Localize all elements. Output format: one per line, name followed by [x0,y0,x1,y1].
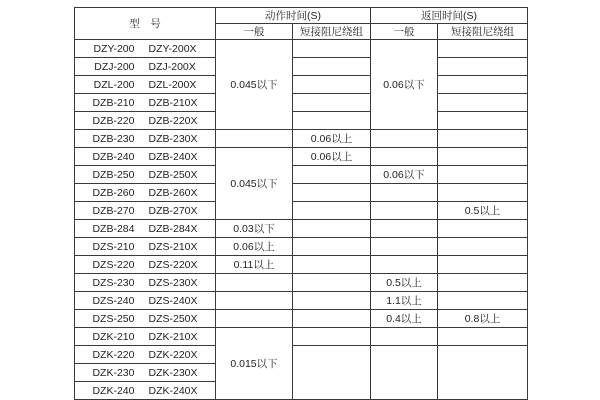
table-row [75,112,528,130]
header-row-1 [75,8,528,24]
return-general-cell [371,220,438,238]
model-name-left: DZK-230 [92,366,135,379]
model-name-right: DZB-270X [148,204,198,217]
model-pair [75,133,215,145]
return-damped-cell [438,166,528,184]
model-name-right: DZB-210X [148,96,198,109]
header-action-time: 动作时间(S) [216,8,371,24]
action-general-cell: 0.045以下 [216,40,293,130]
return-general-cell [371,148,438,166]
model-name-right: DZS-240X [148,294,198,307]
model-name-right: DZK-230X [148,366,198,379]
action-damped-cell [293,328,371,346]
model-name-right: DZB-284X [148,222,198,235]
table-row [75,220,528,238]
model-name-left: DZS-220 [92,258,135,271]
action-damped-cell: 0.06以上 [293,130,371,148]
action-general-cell [216,274,293,292]
return-damped-cell [438,112,528,130]
return-damped-cell: 0.5以上 [438,202,528,220]
header-action-damped: 短接阻尼绕组 [293,24,371,40]
model-name-left: DZB-210 [92,96,135,109]
action-damped-cell [293,184,371,202]
action-damped-cell [293,76,371,94]
model-name-right: DZB-260X [148,186,198,199]
model-pair [75,367,215,379]
return-general-cell [371,238,438,256]
model-name-right: DZS-210X [148,240,198,253]
action-damped-cell [293,40,371,58]
model-name-left: DZB-284 [92,222,135,235]
model-cell [75,364,216,382]
model-pair [75,151,215,163]
model-name-left: DZB-220 [92,114,135,127]
return-damped-cell [438,184,528,202]
model-cell [75,94,216,112]
model-name-right: DZY-200X [148,42,197,55]
return-general-cell [371,184,438,202]
model-cell [75,310,216,328]
table-row [75,76,528,94]
table-row [75,184,528,202]
action-general-cell [216,292,293,310]
return-general-cell: 0.06以下 [371,40,438,130]
model-pair [75,385,215,397]
table-row [75,346,528,364]
model-name-left: DZB-260 [92,186,135,199]
action-general-cell [216,130,293,148]
header-return-time: 返回时间(S) [371,8,528,24]
model-cell [75,58,216,76]
model-pair [75,43,215,55]
return-damped-cell [438,130,528,148]
model-name-right: DZS-220X [148,258,198,271]
return-general-cell: 0.06以下 [371,166,438,184]
model-name-left: DZB-250 [92,168,135,181]
model-cell [75,256,216,274]
model-cell [75,328,216,346]
model-name-left: DZB-270 [92,204,135,217]
model-name-left: DZJ-200 [94,60,135,73]
action-general-cell: 0.045以下 [216,148,293,220]
return-damped-cell [438,220,528,238]
model-name-left: DZS-240 [92,294,135,307]
model-name-right: DZS-230X [148,276,198,289]
model-name-right: DZJ-200X [148,60,196,73]
model-pair [75,349,215,361]
action-damped-cell [293,112,371,130]
header-return-general: 一般 [371,24,438,40]
table-row [75,202,528,220]
model-cell [75,382,216,400]
model-pair [75,61,215,73]
return-general-cell [371,202,438,220]
model-pair [75,169,215,181]
action-damped-cell [293,166,371,184]
return-damped-cell [438,328,528,346]
action-damped-cell: 0.06以上 [293,148,371,166]
model-name-left: DZY-200 [93,42,135,55]
return-damped-cell [438,94,528,112]
model-name-right: DZS-250X [148,312,198,325]
return-general-cell: 0.5以上 [371,274,438,292]
model-cell [75,346,216,364]
model-name-right: DZK-220X [148,348,198,361]
action-damped-cell [293,220,371,238]
return-damped-cell [438,274,528,292]
action-damped-cell [293,292,371,310]
model-pair [75,295,215,307]
model-name-left: DZB-240 [92,150,135,163]
model-name-right: DZB-230X [148,132,198,145]
table-row [75,292,528,310]
model-cell [75,202,216,220]
return-damped-cell [438,40,528,58]
model-cell [75,40,216,58]
action-damped-cell [293,238,371,256]
action-general-cell [216,310,293,328]
model-name-left: DZS-210 [92,240,135,253]
return-damped-cell [438,346,528,400]
return-damped-cell [438,148,528,166]
model-pair [75,313,215,325]
model-pair [75,115,215,127]
model-name-left: DZS-230 [92,276,135,289]
action-damped-cell [293,256,371,274]
action-damped-cell [293,94,371,112]
action-damped-cell [293,202,371,220]
action-general-cell: 0.11以上 [216,256,293,274]
model-name-left: DZK-240 [92,384,135,397]
return-damped-cell [438,238,528,256]
model-cell [75,238,216,256]
model-cell [75,220,216,238]
return-damped-cell [438,58,528,76]
table-row [75,256,528,274]
header-action-general: 一般 [216,24,293,40]
model-name-right: DZB-240X [148,150,198,163]
action-damped-cell [293,274,371,292]
model-pair [75,187,215,199]
model-cell [75,184,216,202]
model-name-right: DZL-200X [148,78,197,91]
model-name-left: DZB-230 [92,132,135,145]
model-name-left: DZL-200 [93,78,135,91]
action-damped-cell [293,310,371,328]
model-name-right: DZB-220X [148,114,198,127]
header-model: 型 号 [75,8,216,40]
table-body [75,40,528,400]
model-name-right: DZK-210X [148,330,198,343]
return-general-cell [371,130,438,148]
model-cell [75,292,216,310]
table-row [75,130,528,148]
model-pair [75,331,215,343]
action-general-cell: 0.06以上 [216,238,293,256]
return-damped-cell: 0.8以上 [438,310,528,328]
model-name-right: DZK-240X [148,384,198,397]
model-cell [75,166,216,184]
header-return-damped: 短接阻尼绕组 [438,24,528,40]
model-cell [75,274,216,292]
return-general-cell: 0.4以上 [371,310,438,328]
table-row [75,328,528,346]
model-pair [75,241,215,253]
action-damped-cell [293,346,371,400]
return-damped-cell [438,76,528,94]
model-pair [75,223,215,235]
table-row [75,238,528,256]
table-row [75,40,528,58]
model-cell [75,148,216,166]
return-general-cell [371,256,438,274]
action-damped-cell [293,58,371,76]
action-general-cell: 0.03以下 [216,220,293,238]
return-general-cell [371,346,438,400]
table-row [75,148,528,166]
table-row [75,310,528,328]
model-name-left: DZK-210 [92,330,135,343]
table-row [75,94,528,112]
model-cell [75,112,216,130]
table-row [75,274,528,292]
model-cell [75,76,216,94]
model-name-left: DZS-250 [92,312,135,325]
table-row [75,58,528,76]
model-cell [75,130,216,148]
table-row [75,166,528,184]
model-pair [75,79,215,91]
return-general-cell [371,328,438,346]
model-pair [75,259,215,271]
model-pair [75,277,215,289]
table-header [75,8,528,40]
return-damped-cell [438,256,528,274]
model-pair [75,97,215,109]
model-pair [75,205,215,217]
model-name-left: DZK-220 [92,348,135,361]
return-general-cell: 1.1以上 [371,292,438,310]
action-general-cell: 0.015以下 [216,328,293,400]
return-damped-cell [438,292,528,310]
relay-spec-table [74,7,528,400]
model-name-right: DZB-250X [148,168,198,181]
